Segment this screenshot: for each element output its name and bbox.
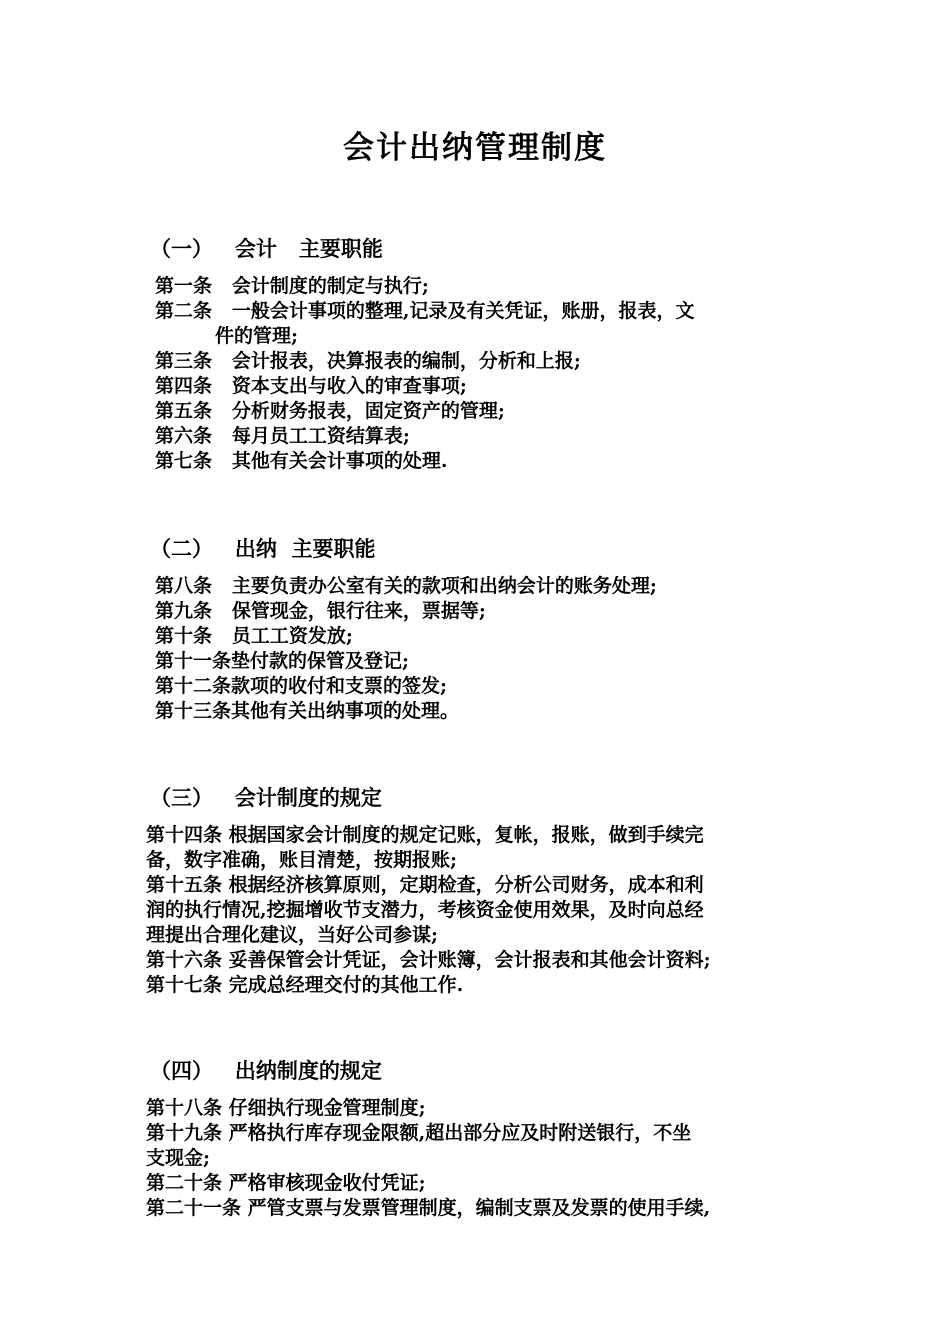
clause-line: 第十九条 严格执行库存现金限额,超出部分应及时附送银行，不坐 xyxy=(146,1122,692,1144)
clause-line: 第十三条其他有关出纳事项的处理。 xyxy=(155,700,460,722)
section-heading-3: （三） 会计制度的规定 xyxy=(150,785,382,810)
section-heading-1: （一） 会计 主要职能 xyxy=(150,236,383,261)
clause-line-continuation: 理提出合理化建议，当好公司参谋; xyxy=(146,924,439,946)
clause-line: 第十一条垫付款的保管及登记; xyxy=(155,650,410,672)
clause-line: 第十二条款项的收付和支票的签发; xyxy=(155,675,448,697)
clause-line-continuation: 支现金; xyxy=(146,1147,211,1169)
clause-line: 第十八条 仔细执行现金管理制度; xyxy=(146,1097,426,1119)
clause-line: 第十七条 完成总经理交付的其他工作. xyxy=(146,974,464,996)
section-heading-4: （四） 出纳制度的规定 xyxy=(150,1058,382,1083)
clause-line: 第五条 分析财务报表，固定资产的管理; xyxy=(155,400,505,422)
clause-line: 第二十一条 严管支票与发票管理制度，编制支票及发票的使用手续, xyxy=(146,1197,711,1219)
clause-line: 第八条 主要负责办公室有关的款项和出纳会计的账务处理; xyxy=(155,575,657,597)
clause-line: 第四条 资本支出与收入的审查事项; xyxy=(155,375,467,397)
clause-line: 第六条 每月员工工资结算表; xyxy=(155,425,410,447)
clause-line: 第十条 员工工资发放; xyxy=(155,625,353,647)
clause-line: 第一条 会计制度的制定与执行; xyxy=(155,275,429,297)
section-heading-2: （二） 出纳 主要职能 xyxy=(150,536,376,561)
clause-line: 第七条 其他有关会计事项的处理. xyxy=(155,450,448,472)
clause-line: 第十六条 妥善保管会计凭证，会计账簿，会计报表和其他会计资料; xyxy=(146,949,711,971)
clause-line: 第二十条 严格审核现金收付凭证; xyxy=(146,1172,426,1194)
clause-line: 第九条 保管现金，银行往来，票据等; xyxy=(155,600,486,622)
clause-line: 第十四条 根据国家会计制度的规定记账，复帐，报账，做到手续完 xyxy=(146,824,704,846)
clause-line-continuation: 件的管理; xyxy=(215,325,299,347)
clause-line-continuation: 润的执行情况,挖掘增收节支潜力，考核资金使用效果，及时向总经 xyxy=(146,899,704,921)
clause-line-continuation: 备，数字准确，账目清楚，按期报账; xyxy=(146,849,458,871)
clause-line: 第二条 一般会计事项的整理,记录及有关凭证，账册，报表，文 xyxy=(155,300,695,322)
document-title: 会计出纳管理制度 xyxy=(343,130,607,166)
clause-line: 第十五条 根据经济核算原则，定期检查，分析公司财务，成本和利 xyxy=(146,874,704,896)
clause-line: 第三条 会计报表，决算报表的编制，分析和上报; xyxy=(155,350,581,372)
